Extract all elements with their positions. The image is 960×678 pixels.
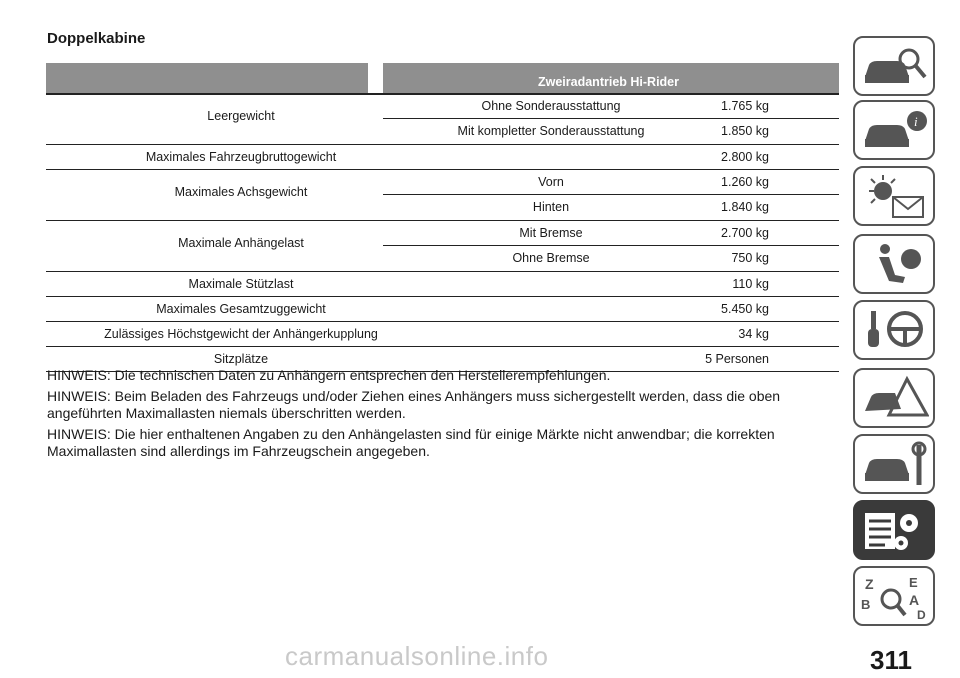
row-label: Maximale Anhängelast: [178, 236, 304, 250]
svg-text:Z: Z: [865, 576, 874, 592]
sub-value: 1.850 kg: [721, 124, 769, 138]
page-number: 311: [870, 645, 912, 675]
list-gears-icon[interactable]: [853, 500, 935, 560]
car-wrench-icon[interactable]: [853, 434, 935, 494]
row-label: Leergewicht: [207, 109, 275, 123]
warning-light-mail-icon[interactable]: [853, 166, 935, 226]
sub-desc: Ohne Bremse: [512, 251, 590, 265]
airbag-seat-icon[interactable]: [853, 234, 935, 294]
row-value: 2.800 kg: [721, 150, 769, 164]
sub-desc: Hinten: [532, 200, 570, 214]
table-row: [46, 297, 839, 322]
row-label: Maximales Achsgewicht: [174, 185, 308, 199]
sub-desc: Vorn: [538, 175, 564, 189]
sub-desc: Mit Bremse: [519, 226, 583, 240]
notes: [47, 367, 807, 464]
alphabet-index-icon[interactable]: [853, 566, 935, 626]
svg-text:E: E: [909, 575, 918, 590]
sub-row: [46, 119, 839, 143]
table-row: [46, 272, 839, 297]
row-label: Zulässiges Höchstgewicht der Anhängerkupplung: [104, 327, 378, 341]
svg-text:i: i: [914, 114, 918, 129]
table-row: [46, 322, 839, 347]
row-label: Maximales Fahrzeugbruttogewicht: [145, 150, 337, 164]
sub-desc: Ohne Sonderausstattung: [481, 99, 621, 113]
row-label: Maximale Stützlast: [188, 277, 294, 291]
section-title: Doppelkabine: [47, 30, 146, 47]
sub-value: 2.700 kg: [721, 226, 769, 240]
sub-row: [383, 221, 839, 246]
table-row: [46, 94, 839, 145]
sub-row: [383, 170, 839, 195]
header-empty-cell: [46, 63, 368, 94]
sub-value: 1.260 kg: [721, 175, 769, 189]
sub-value: 1.840 kg: [721, 200, 769, 214]
specs-table: [46, 63, 839, 372]
note-text: HINWEIS: Die technischen Daten zu Anhängern entsprechen den Herstellerempfehlungen.: [47, 367, 611, 383]
sub-row: [46, 246, 839, 270]
header-drive-type: Zweiradantrieb Hi-Rider: [383, 63, 839, 94]
car-info-icon[interactable]: [853, 100, 935, 160]
car-accident-warning-icon[interactable]: [853, 368, 935, 428]
car-search-icon[interactable]: [853, 36, 935, 96]
svg-text:D: D: [917, 608, 926, 621]
row-value: 34 kg: [738, 327, 769, 341]
sub-value: 1.765 kg: [721, 99, 769, 113]
row-value: 5 Personen: [705, 352, 769, 366]
svg-text:A: A: [909, 592, 920, 608]
row-label: Sitzplätze: [213, 352, 269, 366]
sub-value: 750 kg: [731, 251, 769, 265]
sub-row: [383, 94, 839, 119]
sub-desc: Mit kompletter Sonderausstattung: [457, 124, 645, 138]
watermark: carmanualsonline.info: [285, 641, 549, 671]
table-row: [46, 170, 839, 221]
note-text: HINWEIS: Beim Beladen des Fahrzeugs und/oder Ziehen eines Anhängers muss sichergestellt werden, dass die oben angeführten Maximallasten niemals überschritten werden.: [47, 388, 781, 421]
table-header: [46, 63, 839, 94]
row-label: Maximales Gesamtzuggewicht: [156, 302, 326, 316]
row-value: 110 kg: [732, 277, 769, 291]
table-row: [46, 221, 839, 272]
sub-row: [46, 195, 839, 219]
table-row: [46, 145, 839, 170]
key-steering-wheel-icon[interactable]: [853, 300, 935, 360]
svg-text:B: B: [861, 597, 871, 612]
row-value: 5.450 kg: [721, 302, 769, 316]
note-text: HINWEIS: Die hier enthaltenen Angaben zu den Anhängelasten sind für einige Märkte nicht anwendbar; die korrekten Maximallasten sind allerdings im Fahrzeugschein angegeben.: [47, 426, 775, 459]
